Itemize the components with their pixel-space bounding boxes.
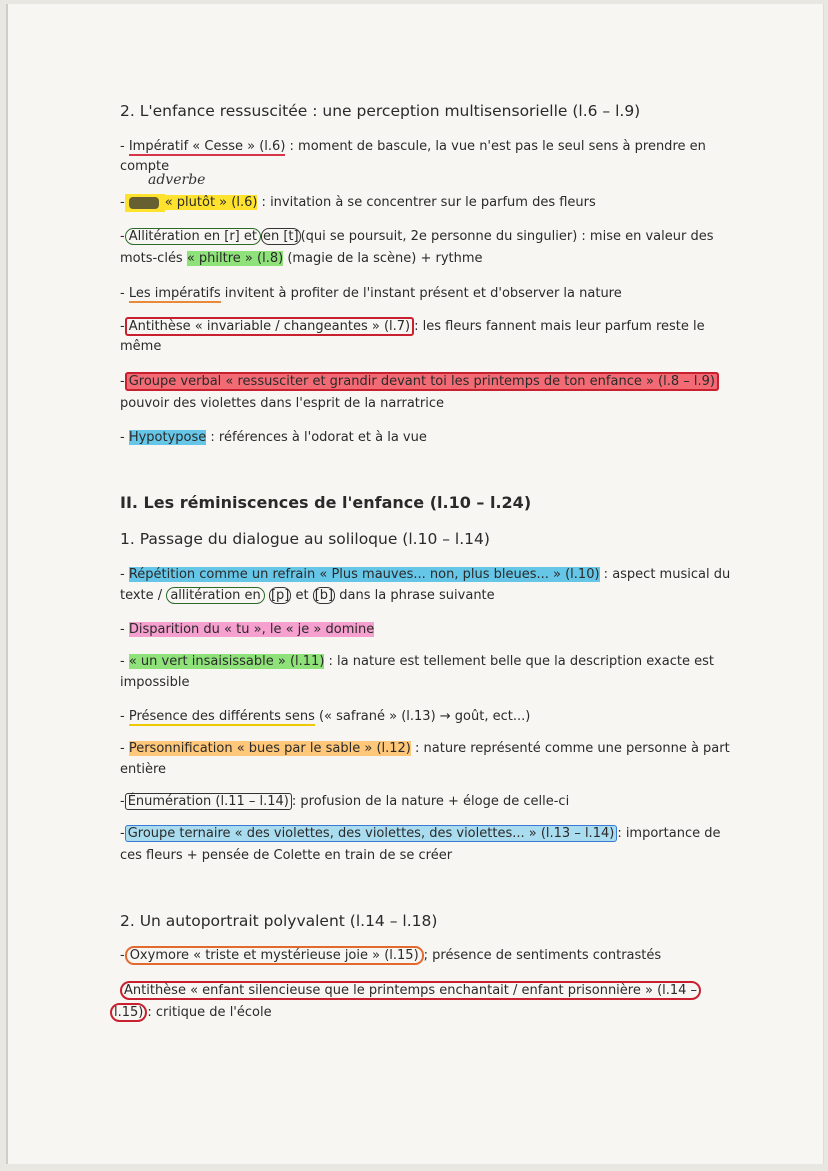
circle-b: [b] [314, 588, 334, 603]
box-alliteration-pb: allitération en [166, 587, 264, 604]
box-antithese-enfant-end: l.15) [110, 1003, 147, 1022]
highlight-les-imperatifs: Les impératifs [128, 286, 221, 301]
item-alliteration-cont: mots-clés « philtre » (l.8) (magie de la scène) + rythme [120, 251, 483, 266]
item-antithese-enfant-cont: l.15) : critique de l'école [110, 1004, 272, 1022]
subsection-title-autoportrait: 2. Un autoportrait polyvalent (l.14 – l.18) [120, 912, 438, 930]
highlight-plutot: « plutôt » (l.6) [164, 195, 258, 210]
section-title-reminiscences: II. Les réminiscences de l'enfance (l.10 – l.24) [120, 493, 532, 512]
highlight-philtre: « philtre » (l.8) [186, 251, 284, 266]
circle-en-t: en [t] [262, 229, 299, 244]
item-antithese-cont: même [120, 339, 162, 354]
item-imperatif-cont: compte [120, 159, 170, 174]
box-enumeration: Énumération (l.11 – l.14) [125, 793, 292, 810]
item-antithese-enfant [120, 982, 701, 1000]
box-groupe-ternaire: Groupe ternaire « des violettes, des violettes, des violettes... » (l.13 – l.14) [125, 825, 618, 842]
item-groupe-ternaire-cont: ces fleurs + pensée de Colette en train de se créer [120, 848, 453, 863]
scribble-mark [129, 197, 159, 209]
circle-p: [p] [270, 588, 290, 603]
item-oxymore: - Oxymore « triste et mystérieuse joie » (l.15) ; présence de sentiments contrastés [120, 948, 662, 963]
item-personnification: - Personnification « bues par le sable » (l.12) : nature représenté comme une personne à part [120, 741, 730, 756]
item-vert-insaisissable: - « un vert insaisissable » (l.11) : la nature est tellement belle que la description exacte est [120, 654, 714, 669]
item-repetition-cont: texte / allitération en [p] et [b] dans la phrase suivante [120, 588, 495, 603]
highlight-repetition: Répétition comme un refrain « Plus mauves... non, plus bleues... » (l.10) [128, 567, 600, 582]
box-antithese-enfant: Antithèse « enfant silencieuse que le printemps enchantait / enfant prisonnière » (l.14 – [120, 981, 701, 1000]
highlight-hypotypose: Hypotypose [128, 430, 207, 445]
item-hypotypose: - Hypotypose : références à l'odorat et à la vue [120, 430, 427, 445]
highlight-personnification: Personnification « bues par le sable » (l.12) [128, 741, 411, 756]
highlight-sens: Présence des différents sens [128, 709, 315, 724]
item-sens: - Présence des différents sens (« safrané » (l.13) → goût, ect...) [120, 709, 531, 724]
highlight-disparition: Disparition du « tu », le « je » domine [128, 622, 375, 637]
item-groupe-ternaire: - Groupe ternaire « des violettes, des violettes, des violettes... » (l.13 – l.14) : importance de [120, 826, 721, 841]
handwritten-annotation: adverbe [148, 172, 206, 188]
section-title-enfance: 2. L'enfance ressuscitée : une perception multisensorielle (l.6 – l.9) [120, 102, 641, 120]
item-repetition: - Répétition comme un refrain « Plus mauves... non, plus bleues... » (l.10) : aspect musical du [120, 567, 731, 582]
box-groupe-verbal: Groupe verbal « ressusciter et grandir devant toi les printemps de ton enfance » (l.8 – l.9) [125, 372, 719, 391]
item-disparition: - Disparition du « tu », le « je » domine [120, 622, 375, 637]
item-antithese: - Antithèse « invariable / changeantes » (l.7) : les fleurs fannent mais leur parfum reste le [120, 319, 705, 334]
item-alliteration: - Allitération en [r] et en [t] (qui se poursuit, 2e personne du singulier) : mise en valeur des [120, 229, 714, 244]
box-alliteration: Allitération en [r] et [125, 228, 261, 245]
highlight-vert: « un vert insaisissable » (l.11) [128, 654, 325, 669]
box-oxymore: Oxymore « triste et mystérieuse joie » (l.15) [125, 946, 424, 965]
item-groupe-verbal: - Groupe verbal « ressusciter et grandir devant toi les printemps de ton enfance » (l.8 – l.9) [120, 373, 719, 391]
item-personnification-cont: entière [120, 762, 167, 777]
crossed-out-word [125, 194, 165, 212]
box-antithese: Antithèse « invariable / changeantes » (l.7) [125, 317, 414, 336]
item-imperatifs: - Les impératifs invitent à profiter de l'instant présent et d'observer la nature [120, 286, 622, 301]
notes-page [6, 4, 824, 1164]
highlight-imperatif: Impératif « Cesse » (l.6) [128, 139, 286, 154]
item-plutot: - « plutôt » (l.6) : invitation à se concentrer sur le parfum des fleurs [120, 195, 596, 210]
subsection-title-dialogue: 1. Passage du dialogue au soliloque (l.10 – l.14) [120, 530, 490, 548]
item-vert-cont: impossible [120, 675, 190, 690]
item-imperatif: - Impératif « Cesse » (l.6) : moment de bascule, la vue n'est pas le seul sens à prendre en [120, 139, 706, 154]
item-enumeration: - Énumération (l.11 – l.14) : profusion de la nature + éloge de celle-ci [120, 794, 570, 809]
item-groupe-verbal-cont: pouvoir des violettes dans l'esprit de la narratrice [120, 396, 444, 411]
